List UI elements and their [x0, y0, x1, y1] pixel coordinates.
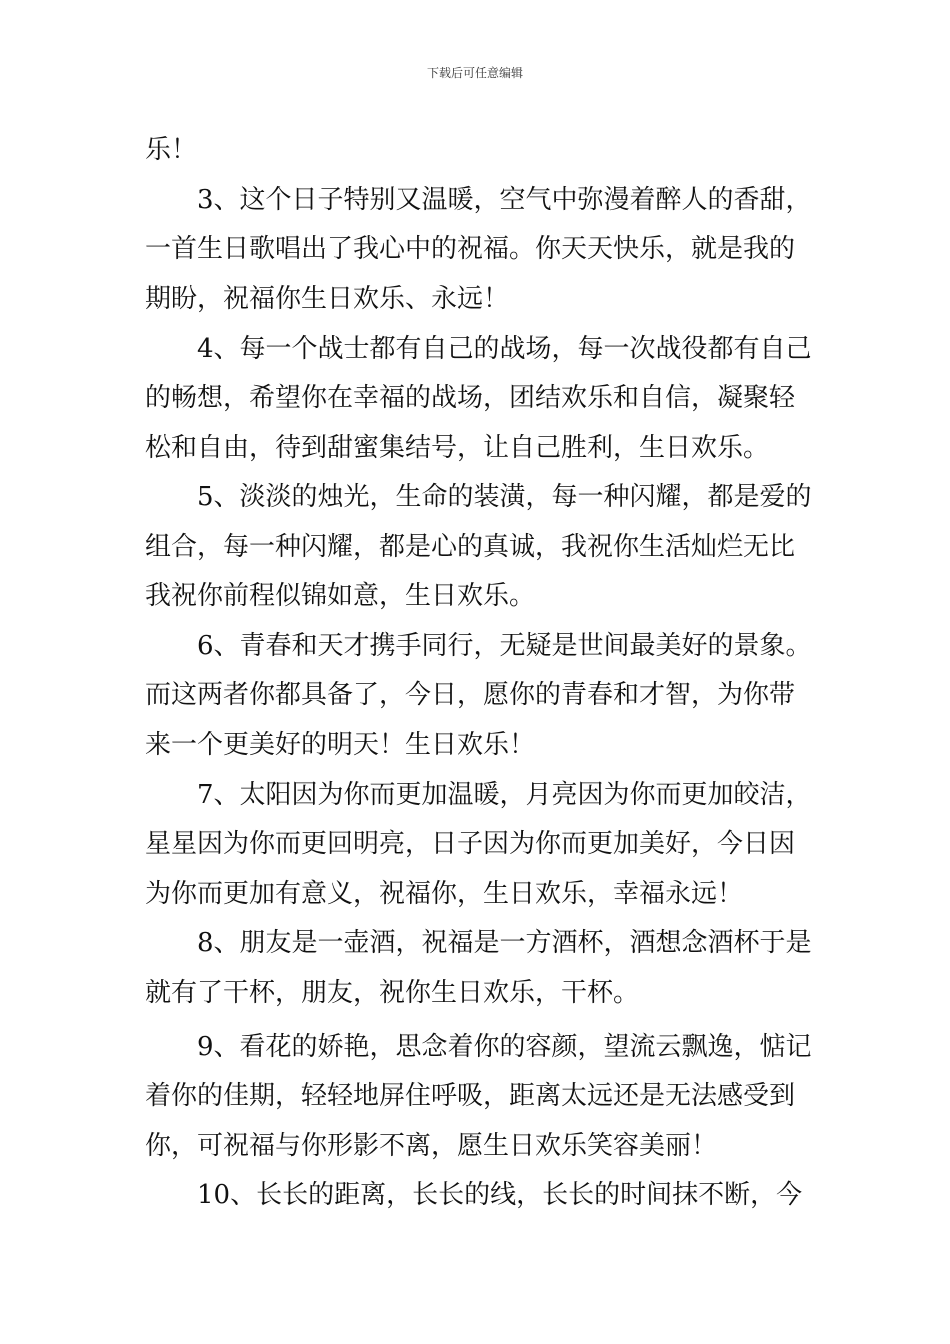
text-line: 我祝你前程似锦如意，生日欢乐。 [145, 581, 536, 611]
text-line: 一首生日歌唱出了我心中的祝福。你天天快乐，就是我的 [145, 234, 796, 264]
text-line: 4、每一个战士都有自己的战场，每一次战役都有自己 [197, 334, 812, 364]
text-line: 来一个更美好的明天！生日欢乐！ [145, 730, 536, 760]
text-line: 你，可祝福与你形影不离，愿生日欢乐笑容美丽！ [145, 1131, 718, 1161]
text-line: 组合，每一种闪耀，都是心的真诚，我祝你生活灿烂无比 [145, 532, 796, 562]
text-line: 为你而更加有意义，祝福你，生日欢乐，幸福永远！ [145, 879, 744, 909]
text-line: 6、青春和天才携手同行，无疑是世间最美好的景象。 [197, 631, 812, 661]
text-line: 8、朋友是一壶酒，祝福是一方酒杯，酒想念酒杯于是 [197, 928, 812, 958]
text-line: 5、淡淡的烛光，生命的装潢，每一种闪耀，都是爱的 [197, 482, 812, 512]
text-line: 就有了干杯，朋友，祝你生日欢乐，干杯。 [145, 978, 640, 1008]
text-line: 着你的佳期，轻轻地屏住呼吸，距离太远还是无法感受到 [145, 1081, 796, 1111]
text-line: 松和自由，待到甜蜜集结号，让自己胜利，生日欢乐。 [145, 433, 770, 463]
text-line: 7、太阳因为你而更加温暖，月亮因为你而更加皎洁， [197, 780, 812, 810]
text-line: 10、长长的距离，长长的线，长长的时间抹不断，今 [197, 1180, 803, 1210]
text-line: 星星因为你而更回明亮，日子因为你而更加美好，今日因 [145, 829, 796, 859]
text-line: 9、看花的娇艳，思念着你的容颜，望流云飘逸，惦记 [197, 1032, 812, 1062]
page-header-note: 下载后可任意编辑 [426, 66, 523, 80]
text-line: 3、这个日子特别又温暖，空气中弥漫着醉人的香甜， [197, 185, 812, 215]
text-line: 的畅想，希望你在幸福的战场，团结欢乐和自信，凝聚轻 [145, 383, 796, 413]
text-line: 乐！ [145, 135, 198, 165]
text-line: 而这两者你都具备了，今日，愿你的青春和才智，为你带 [145, 680, 796, 710]
text-line: 期盼，祝福你生日欢乐、永远！ [145, 284, 510, 314]
